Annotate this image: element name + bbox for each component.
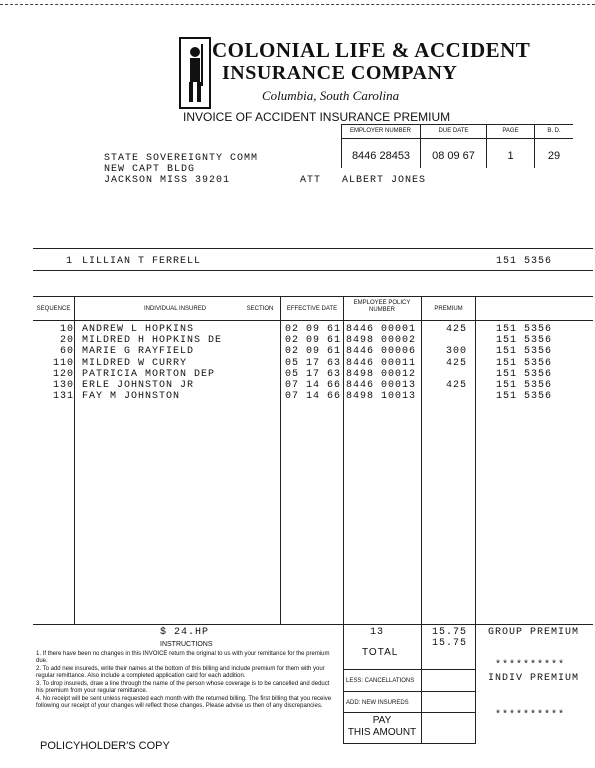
col-divider (343, 296, 344, 744)
stars-line-1: ********** (495, 660, 566, 671)
due-date-value: 08 09 67 (432, 150, 475, 162)
summary-top-rule (33, 248, 593, 249)
instruction-item: 1. If there have been no changes in this INVOICE return the original to us with your remittance for the premium due. (36, 651, 330, 664)
header-effective-date: EFFECTIVE DATE (286, 306, 338, 312)
address-line2: NEW CAPT BLDG (104, 164, 196, 175)
footer-rule (343, 712, 475, 713)
row-policy: 8498 00012 (346, 368, 417, 380)
row-date: 02 09 61 (285, 335, 342, 347)
row-name: MILDRED W CURRY (82, 357, 188, 369)
summary-bottom-rule (33, 270, 593, 271)
summary-name: LILLIAN T FERRELL (82, 256, 202, 267)
row-seq: 20 (59, 335, 74, 347)
row-code: 151 5356 (496, 335, 553, 347)
header-individual-insured: INDIVIDUAL INSURED (143, 306, 207, 312)
indiv-premium-label: INDIV PREMIUM (488, 673, 580, 684)
row-code: 151 5356 (496, 324, 553, 335)
summary-code: 151 5356 (496, 256, 553, 267)
row-date: 02 09 61 (285, 346, 342, 358)
bd-value: 29 (547, 150, 561, 162)
row-code: 151 5356 (496, 357, 553, 369)
footer-bottom-rule (343, 743, 475, 744)
row-seq: 130 (52, 380, 74, 391)
bd-label: B. D. (547, 128, 561, 134)
row-premium: 425 (445, 380, 467, 391)
row-date: 05 17 63 (285, 357, 342, 369)
total-count: 13 (370, 627, 385, 638)
employer-number-label: EMPLOYER NUMBER (349, 128, 411, 134)
policyholder-copy-label: POLICYHOLDER'S COPY (40, 740, 170, 752)
footer-rule (343, 691, 475, 692)
row-date: 07 14 66 (285, 380, 342, 391)
row-name: FAY M JOHNSTON (82, 391, 181, 403)
row-policy: 8498 10013 (346, 391, 417, 403)
instructions-list (36, 651, 336, 711)
instruction-item: 2. To add new insureds, write their names at the bottom of this billing and include premium for them with your regular remittance. Also include a completed application card for each addition. (36, 666, 325, 679)
col-divider (280, 296, 281, 624)
row-seq: 10 (59, 324, 74, 335)
employer-number-value: 8446 28453 (351, 150, 411, 162)
row-name: ANDREW L HOPKINS (82, 324, 195, 335)
pay-this-amount-label: THIS AMOUNT (347, 727, 417, 738)
row-seq: 110 (52, 357, 74, 369)
header-fields-box (341, 124, 573, 168)
row-date: 02 09 61 (285, 324, 342, 335)
row-name: PATRICIA MORTON DEP (82, 368, 216, 380)
add-new-insureds-label: ADD: NEW INSUREDS (346, 700, 409, 706)
address-line3: JACKSON MISS 39201 (104, 175, 231, 186)
page-value: 1 (507, 150, 514, 162)
footer-top-rule (33, 624, 593, 625)
row-premium: 300 (445, 346, 467, 358)
row-name: MARIE G RAYFIELD (82, 346, 195, 358)
row-seq: 131 (52, 391, 74, 403)
less-cancellations-label: LESS: CANCELLATIONS (346, 678, 415, 684)
row-seq: 60 (59, 346, 74, 358)
instruction-item: 3. To drop insureds, draw a line through the name of the person whose coverage is to be cancelled and deduct his premium from your regular remittance. (36, 681, 330, 694)
att-label: ATT (300, 175, 322, 186)
col-divider (475, 296, 476, 744)
row-policy: 8446 00013 (346, 380, 417, 391)
row-premium: 425 (445, 324, 467, 335)
company-city: Columbia, South Carolina (262, 88, 400, 103)
row-code: 151 5356 (496, 368, 553, 380)
row-policy: 8446 00006 (346, 346, 417, 358)
row-policy: 8446 00001 (346, 324, 417, 335)
att-name: ALBERT JONES (342, 175, 427, 186)
table-header-rule (33, 320, 593, 321)
row-date: 07 14 66 (285, 391, 342, 403)
row-date: 05 17 63 (285, 368, 342, 380)
address-line1: STATE SOVEREIGNTY COMM (104, 153, 259, 164)
premium-total-2: 15.75 (432, 638, 468, 649)
header-premium: PREMIUM (434, 306, 463, 312)
row-seq: 120 (52, 368, 74, 380)
header-sequence: SEQUENCE (36, 306, 71, 312)
row-name: MILDRED H HOPKINS DE (82, 335, 223, 347)
instructions-title: INSTRUCTIONS (160, 641, 213, 648)
row-code: 151 5356 (496, 380, 553, 391)
footer-rule (343, 669, 475, 670)
summary-count: 1 (66, 256, 74, 267)
col-divider (74, 296, 75, 624)
company-name-line2: INSURANCE COMPANY (222, 62, 458, 84)
instruction-item: 4. No receipt will be sent unless requested each month with the returned billing. The first billing that you receive following our receipt of your changes will reflect those changes. Please advise us then of any discrepancies. (36, 696, 332, 709)
premium-total-1: 15.75 (432, 627, 468, 638)
header-section: SECTION (246, 306, 274, 312)
page-label: PAGE (502, 128, 519, 134)
table-top-rule (33, 296, 593, 297)
due-date-label: DUE DATE (438, 128, 469, 134)
document-title: INVOICE OF ACCIDENT INSURANCE PREMIUM (183, 110, 451, 124)
row-code: 151 5356 (496, 346, 553, 358)
total-label: TOTAL (362, 647, 399, 658)
header-employee-policy-number: EMPLOYEE POLICY NUMBER (353, 300, 411, 313)
company-logo (178, 36, 212, 110)
row-code: 151 5356 (496, 391, 553, 403)
footer-amount-left: $ 24.HP (160, 627, 210, 638)
row-policy: 8498 00002 (346, 335, 417, 347)
stars-line-2: ********** (495, 710, 566, 721)
group-premium-label: GROUP PREMIUM (488, 627, 580, 638)
pay-label: PAY (372, 715, 392, 726)
company-name-line1: COLONIAL LIFE & ACCIDENT (212, 38, 531, 62)
row-name: ERLE JOHNSTON JR (82, 380, 195, 391)
perforation-line (0, 4, 595, 5)
row-premium: 425 (445, 357, 467, 369)
row-policy: 8446 00011 (346, 357, 417, 369)
